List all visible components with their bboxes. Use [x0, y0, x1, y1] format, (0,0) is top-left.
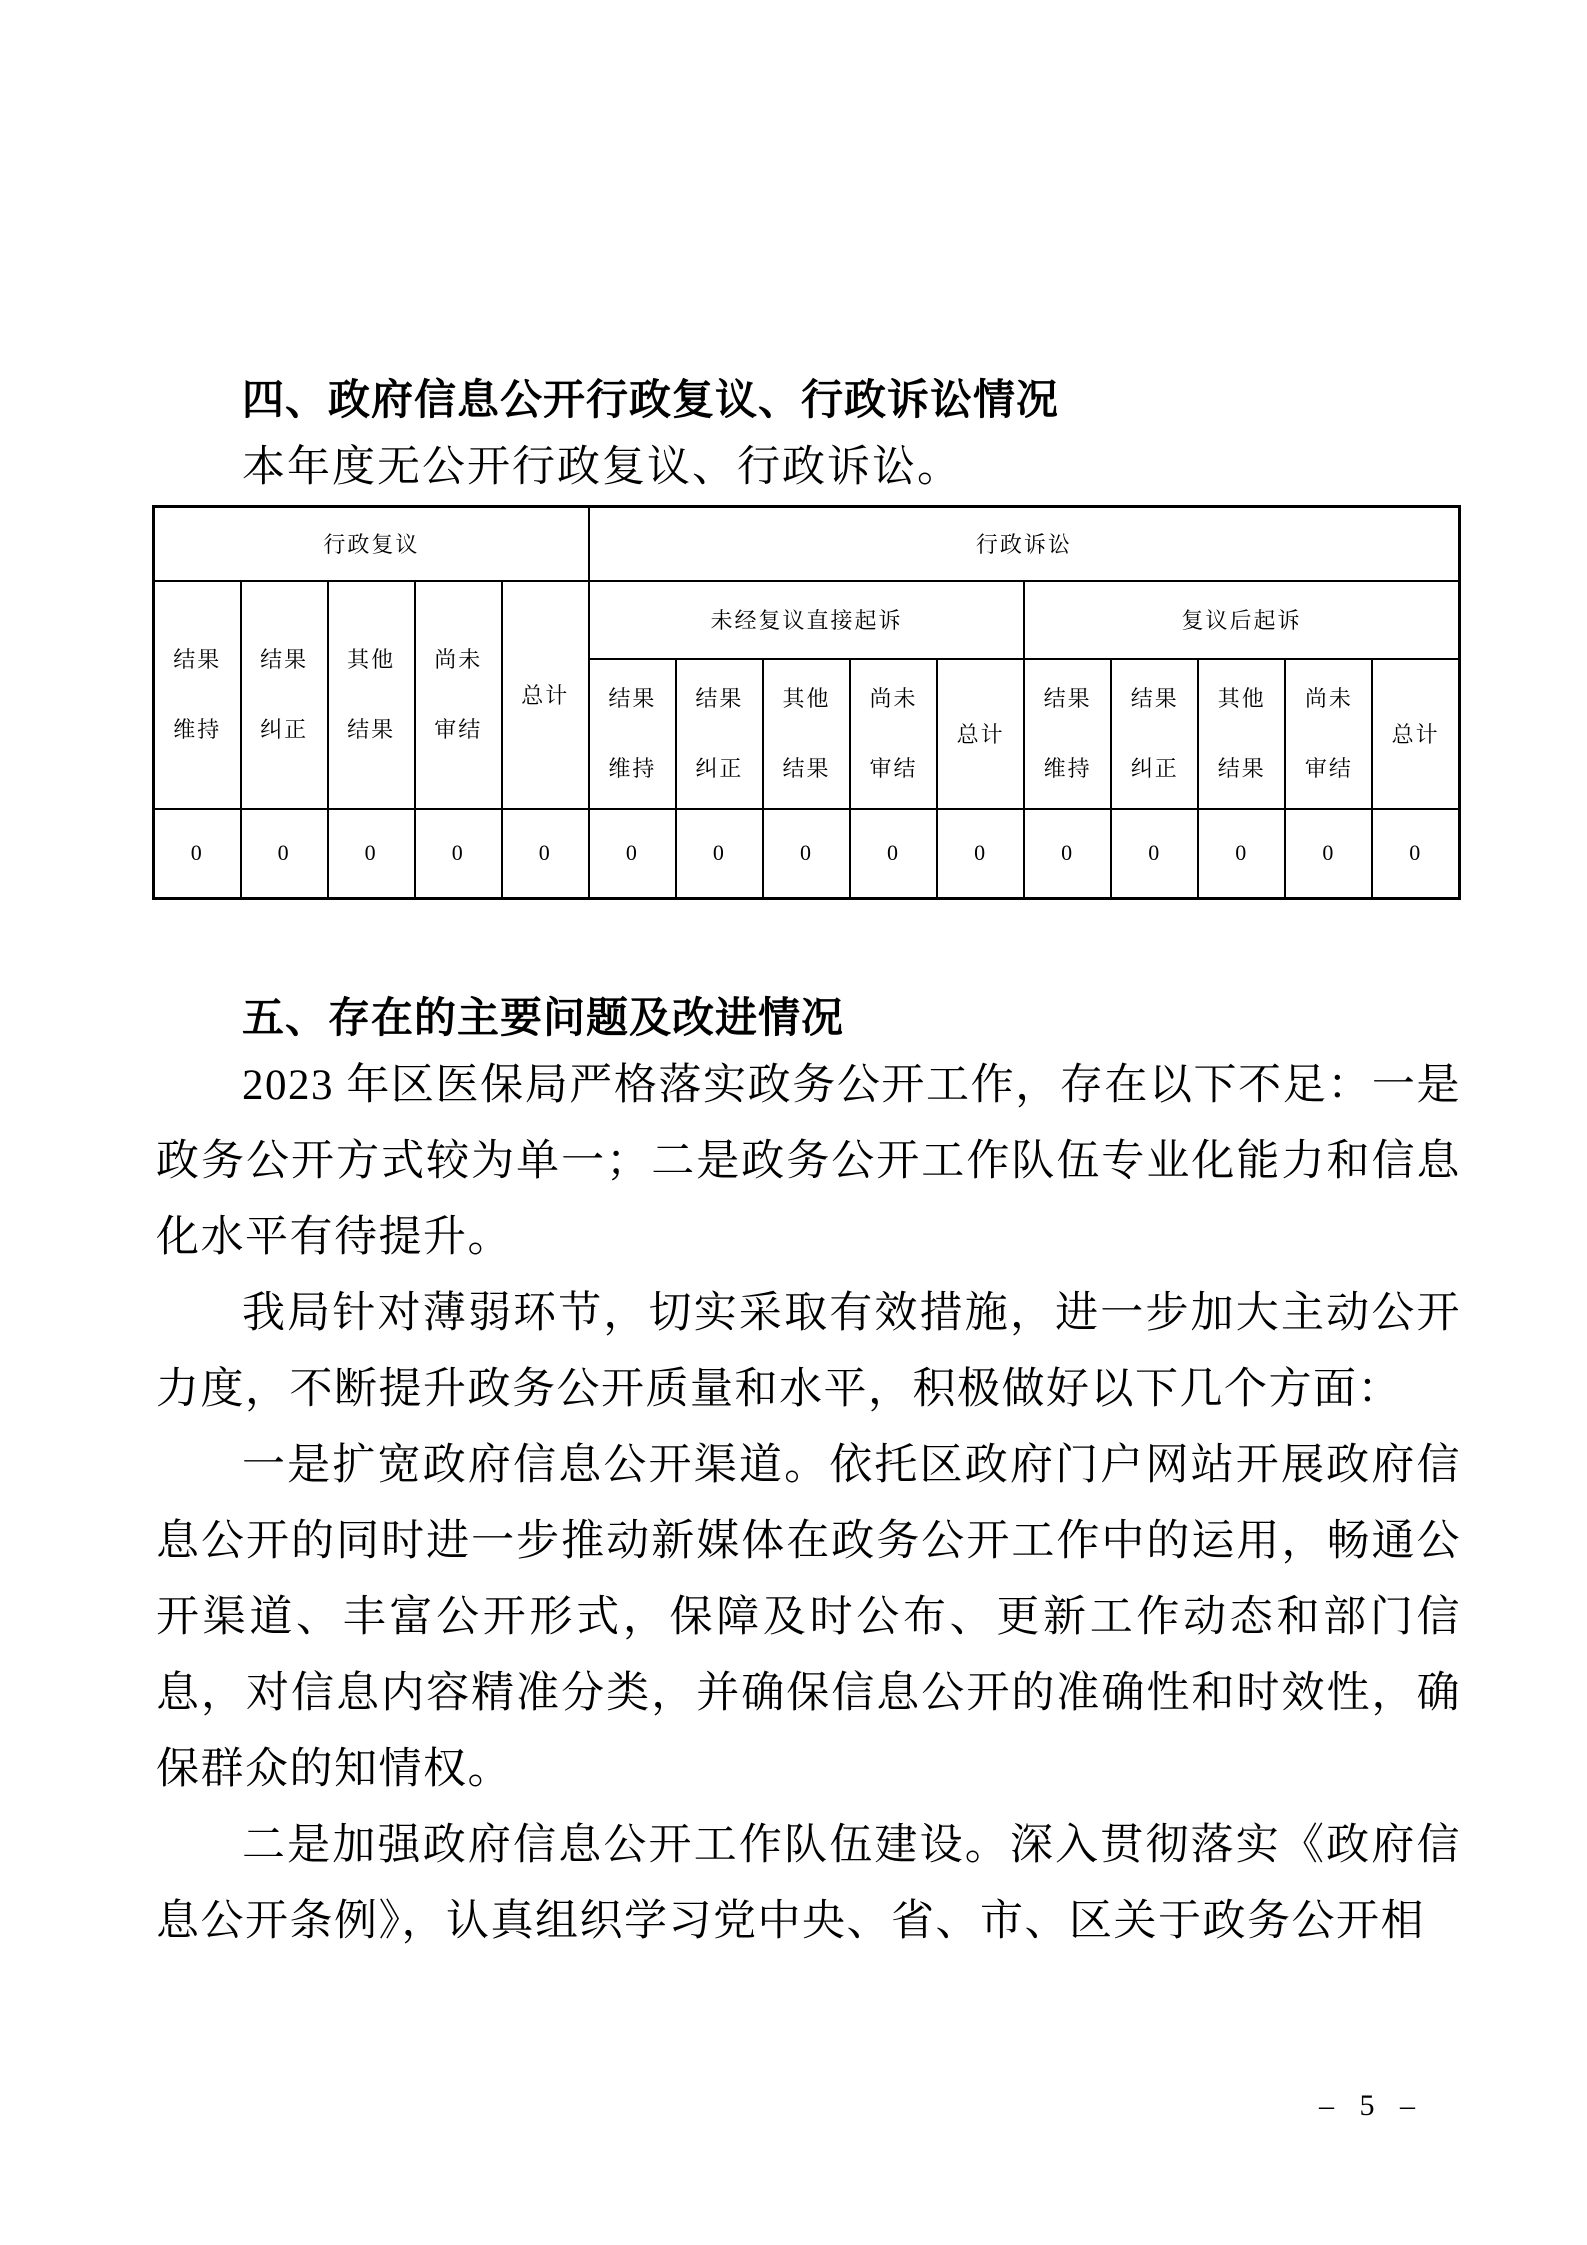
- value-cell: 0: [328, 809, 415, 899]
- header-direct-other-result: [763, 659, 850, 809]
- header-line: 其他: [782, 685, 831, 711]
- header-line: 维持: [1043, 755, 1092, 781]
- header-direct-total: 总计: [937, 659, 1024, 809]
- header-review-result-corrected: [241, 581, 328, 809]
- value-cell: 0: [241, 809, 328, 899]
- header-after-result-corrected: [1111, 659, 1198, 809]
- value-cell: 0: [502, 809, 589, 899]
- value-cell: 0: [1024, 809, 1111, 899]
- value-cell: 0: [154, 809, 241, 899]
- header-line: 其他: [1217, 685, 1266, 711]
- header-line: 结果: [782, 755, 831, 781]
- subgroup-header-direct-suit: 未经复议直接起诉: [589, 581, 1024, 659]
- value-cell: 0: [1111, 809, 1198, 899]
- header-after-pending: [1285, 659, 1372, 809]
- value-cell: 0: [937, 809, 1024, 899]
- value-cell: 0: [1372, 809, 1459, 899]
- group-header-administrative-litigation: 行政诉讼: [589, 507, 1460, 581]
- header-review-total: 总计: [502, 581, 589, 809]
- value-cell: 0: [1285, 809, 1372, 899]
- header-line: 尚未: [434, 646, 483, 672]
- header-line: 其他: [347, 646, 396, 672]
- header-line: 审结: [1304, 755, 1353, 781]
- header-direct-pending: [850, 659, 937, 809]
- header-line: 纠正: [695, 755, 744, 781]
- header-line: 结果: [173, 646, 222, 672]
- header-line: 结果: [347, 716, 396, 742]
- header-line: 结果: [1130, 685, 1179, 711]
- header-line: 纠正: [260, 716, 309, 742]
- header-line: 结果: [695, 685, 744, 711]
- paragraph: 我局针对薄弱环节，切实采取有效措施，进一步加大主动公开力度，不断提升政务公开质量和水平，积极做好以下几个方面：: [156, 1290, 1461, 1413]
- header-line: 结果: [608, 685, 657, 711]
- header-direct-result-corrected: [676, 659, 763, 809]
- section4-heading: 四、政府信息公开行政复议、行政诉讼情况: [242, 376, 1060, 423]
- header-line: 结果: [260, 646, 309, 672]
- paragraph: 一是扩宽政府信息公开渠道。依托区政府门户网站开展政府信息公开的同时进一步推动新媒体在政务公开工作中的运用，畅通公开渠道、丰富公开形式，保障及时公布、更新工作动态和部门信息，对信息内容精准分类，并确保信息公开的准确性和时效性，确保群众的知情权。: [156, 1442, 1461, 1793]
- header-after-other-result: [1198, 659, 1285, 809]
- subgroup-header-suit-after-review: 复议后起诉: [1024, 581, 1459, 659]
- header-after-result-maintained: [1024, 659, 1111, 809]
- paragraph: 二是加强政府信息公开工作队伍建设。深入贯彻落实《政府信息公开条例》，认真组织学习党中央、省、市、区关于政务公开相: [156, 1822, 1461, 1945]
- table-group-row: [154, 507, 1460, 581]
- group-header-administrative-review: 行政复议: [154, 507, 589, 581]
- value-cell: 0: [1198, 809, 1285, 899]
- header-line: 结果: [1043, 685, 1092, 711]
- header-line: 结果: [1217, 755, 1266, 781]
- section5-heading: 五、存在的主要问题及改进情况: [242, 994, 845, 1041]
- value-cell: 0: [589, 809, 676, 899]
- value-cell: 0: [676, 809, 763, 899]
- review-litigation-table: [152, 505, 1461, 900]
- header-line: 审结: [434, 716, 483, 742]
- page-number: – 5 –: [1319, 2089, 1421, 2122]
- header-direct-result-maintained: [589, 659, 676, 809]
- header-line: 维持: [608, 755, 657, 781]
- table-subgroup-row: [154, 581, 1460, 659]
- header-line: 维持: [173, 716, 222, 742]
- section4-intro-text: 本年度无公开行政复议、行政诉讼。: [242, 444, 962, 491]
- header-line: 尚未: [1304, 685, 1353, 711]
- header-line: 审结: [869, 755, 918, 781]
- section5-body: [156, 1048, 1461, 1960]
- header-review-other-result: [328, 581, 415, 809]
- header-line: 尚未: [869, 685, 918, 711]
- header-review-pending: [415, 581, 502, 809]
- paragraph: 2023 年区医保局严格落实政务公开工作，存在以下不足：一是政务公开方式较为单一；二是政务公开工作队伍专业化能力和信息化水平有待提升。: [156, 1062, 1461, 1261]
- table-values-row: [154, 809, 1460, 899]
- value-cell: 0: [763, 809, 850, 899]
- header-line: 纠正: [1130, 755, 1179, 781]
- value-cell: 0: [850, 809, 937, 899]
- header-after-total: 总计: [1372, 659, 1459, 809]
- header-review-result-maintained: [154, 581, 241, 809]
- value-cell: 0: [415, 809, 502, 899]
